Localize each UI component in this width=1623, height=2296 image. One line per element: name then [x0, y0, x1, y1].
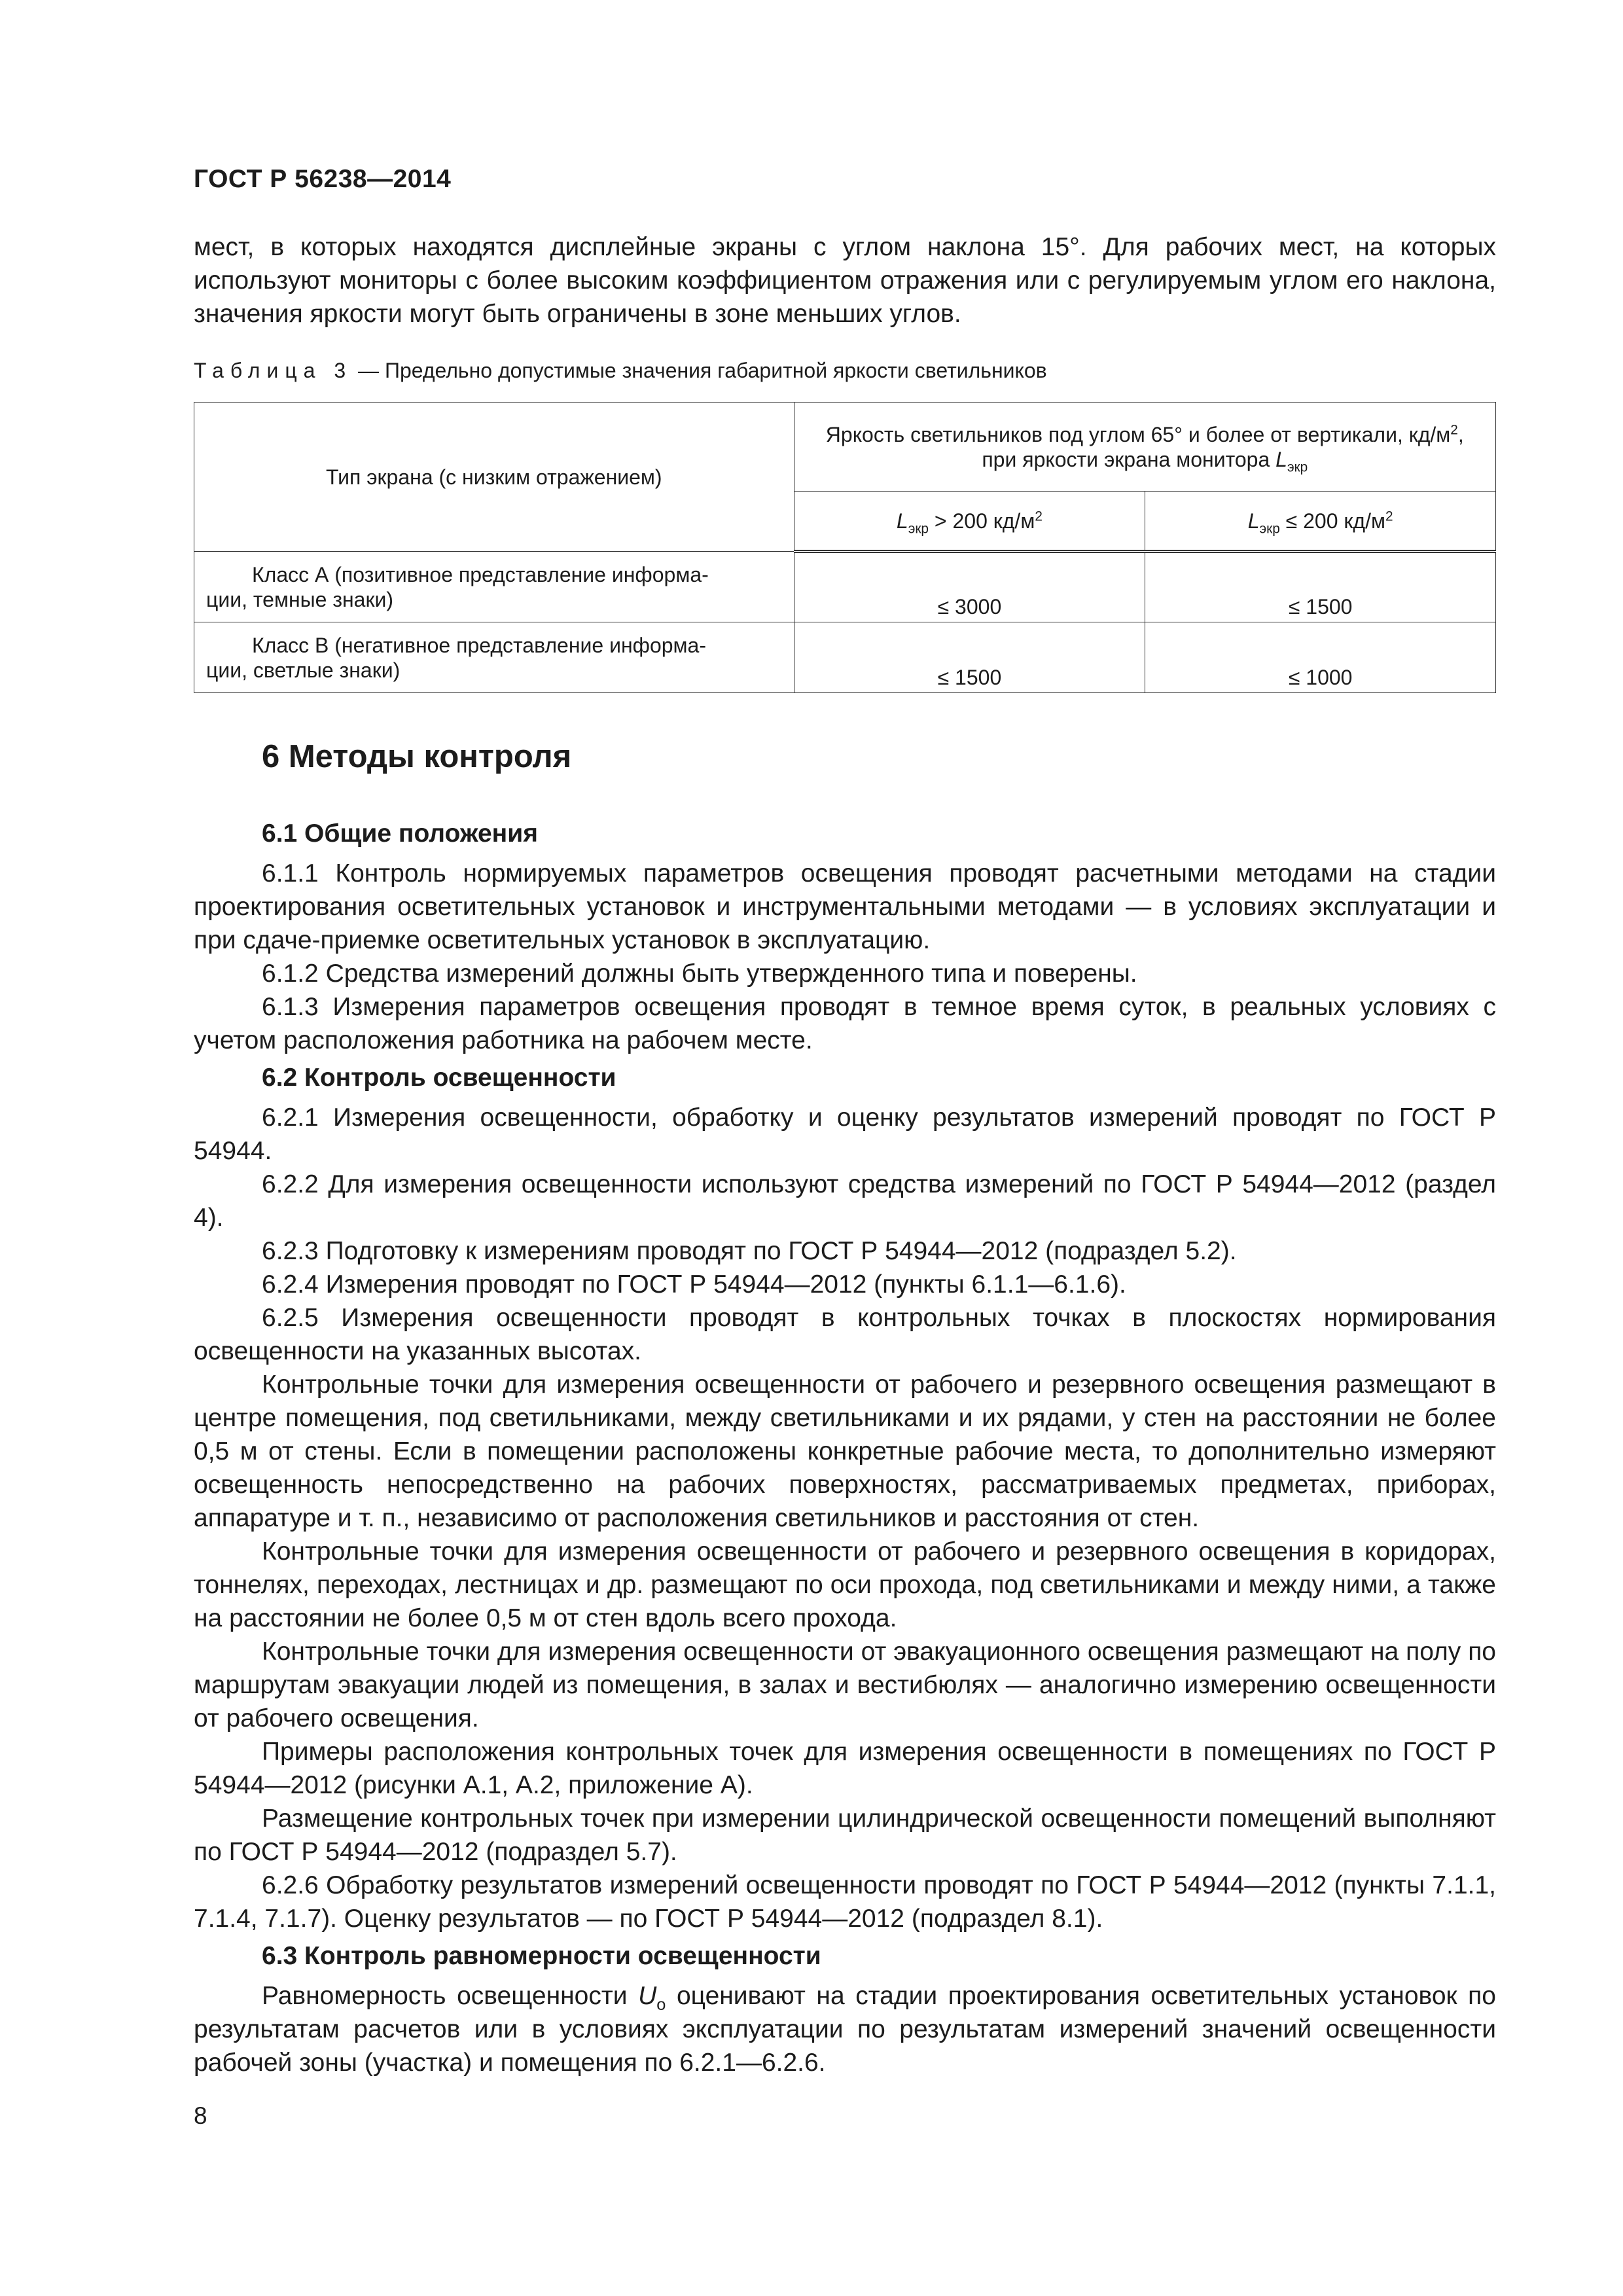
subsection-title-6-3: 6.3 Контроль равномерности освещенности	[262, 1942, 821, 1970]
paragraph-6-2-6: 6.2.6 Обработку результатов измерений освещенности проводят по ГОСТ Р 54944—2012 (пункты 7.1.1, 7.1.4, 7.1.7). Оценку результатов — по ГОСТ Р 54944—2012 (подраздел 8.1).	[194, 1871, 1496, 1933]
table-cell-value: ≤ 1500	[1145, 552, 1496, 622]
intro-block	[194, 230, 1496, 331]
table-cell-value: ≤ 1000	[1145, 622, 1496, 693]
luminance-table	[194, 402, 1496, 693]
paragraph-6-2-5: 6.2.5 Измерения освещенности проводят в контрольных точках в плоскостях нормирования освещенности на указанных высотах.	[194, 1304, 1496, 1365]
table-row-label: Класс А (позитивное представление информа- ции, темные знаки)	[194, 552, 794, 622]
paragraph-6-1-2: 6.1.2 Средства измерений должны быть утвержденного типа и поверены.	[262, 960, 1137, 988]
table-group-header: Яркость светильников под углом 65° и более от вертикали, $кд/м^2$, при яркости экрана монитора $L_{экр}$	[794, 403, 1495, 492]
section-title: 6 Методы контроля	[262, 739, 572, 774]
paragraph-control-points: Контрольные точки для измерения освещенности от рабочего и резервного освещения размещают в центре помещения, под светильниками, между светильниками и их рядами, у стен на расстоянии не более 0,5 м от стены. Если в помещении расположены конкретные рабочие места, то дополнительно измеряют освещенность непосредственно на рабочих поверхностях, рассматриваемых предметах, приборах, аппаратуре и т. п., независимо от расположения светильников и расстояния от стен.	[194, 1371, 1496, 1532]
subsection-title-6-1: 6.1 Общие положения	[262, 819, 538, 848]
table-subheader-low: $L_{экр} \le 200$ $кд/м^2$	[1145, 492, 1496, 552]
paragraph-examples: Примеры расположения контрольных точек для измерения освещенности в помещениях по ГОСТ Р 54944—2012 (рисунки А.1, А.2, приложение А).	[194, 1738, 1496, 1799]
table-row	[194, 552, 1496, 622]
table-cell-value: ≤ 3000	[794, 552, 1145, 622]
table-subheader-high: $L_{экр} > 200$ $кд/м^2$	[794, 492, 1145, 552]
table-cell-value: ≤ 1500	[794, 622, 1145, 693]
page-number: 8	[194, 2102, 207, 2129]
paragraph-6-1-1: 6.1.1 Контроль нормируемых параметров освещения проводят расчетными методами на стадии проектирования осветительных установок и инструментальными методами — в условиях эксплуатации и при сдаче-приемке осветительных установок в эксплуатацию.	[194, 859, 1496, 954]
table-row-label: Класс В (негативное представление информа- ции, светлые знаки)	[194, 622, 794, 693]
paragraph-6-2-3: 6.2.3 Подготовку к измерениям проводят по ГОСТ Р 54944—2012 (подраздел 5.2).	[262, 1237, 1237, 1265]
paragraph-6-2-1: 6.2.1 Измерения освещенности, обработку и оценку результатов измерений проводят по ГОСТ Р 54944.	[194, 1103, 1496, 1165]
section-body	[194, 817, 1496, 2079]
paragraph-cylindrical: Размещение контрольных точек при измерении цилиндрической освещенности помещений выполняют по ГОСТ Р 54944—2012 (подраздел 5.7).	[194, 1804, 1496, 1866]
table-caption-text: — Предельно допустимые значения габаритной яркости светильников	[358, 359, 1047, 382]
intro-paragraph: мест, в которых находятся дисплейные экраны с углом наклона 15°. Для рабочих мест, на которых используют мониторы с более высоким коэффициентом отражения или с регулируемым углом его наклона, значения яркости могут быть ограничены в зоне меньших углов.	[194, 233, 1496, 328]
table-caption	[194, 359, 1047, 383]
table-caption-prefix: Таблица 3	[194, 359, 353, 382]
subsection-title-6-2: 6.2 Контроль освещенности	[262, 1064, 616, 1092]
paragraph-evacuation-points: Контрольные точки для измерения освещенности от эвакуационного освещения размещают на полу по маршрутам эвакуации людей из помещения, в залах и вестибюлях — аналогично измерению освещенности от рабочего освещения.	[194, 1638, 1496, 1732]
paragraph-6-1-3: 6.1.3 Измерения параметров освещения проводят в темное время суток, в реальных условиях с учетом расположения работника на рабочем месте.	[194, 993, 1496, 1054]
document-code: ГОСТ Р 56238—2014	[194, 165, 452, 193]
paragraph-6-2-2: 6.2.2 Для измерения освещенности используют средства измерений по ГОСТ Р 54944—2012 (раздел 4).	[194, 1170, 1496, 1232]
table-row	[194, 622, 1496, 693]
paragraph-6-3: Равномерность освещенности $U_о$ оценивают на стадии проектирования осветительных установок по результатам расчетов или в условиях эксплуатации по результатам измерений значений освещенности рабочей зоны (участка) и помещения по 6.2.1—6.2.6.	[194, 1982, 1496, 2077]
table-col-screen-type: Тип экрана (с низким отражением)	[194, 403, 794, 552]
paragraph-6-2-4: 6.2.4 Измерения проводят по ГОСТ Р 54944—2012 (пункты 6.1.1—6.1.6).	[262, 1270, 1126, 1299]
paragraph-corridor-points: Контрольные точки для измерения освещенности от рабочего и резервного освещения в коридорах, тоннелях, переходах, лестницах и др. размещают по оси прохода, под светильниками и между ними, а также на расстоянии не более 0,5 м от стен вдоль всего прохода.	[194, 1537, 1496, 1632]
